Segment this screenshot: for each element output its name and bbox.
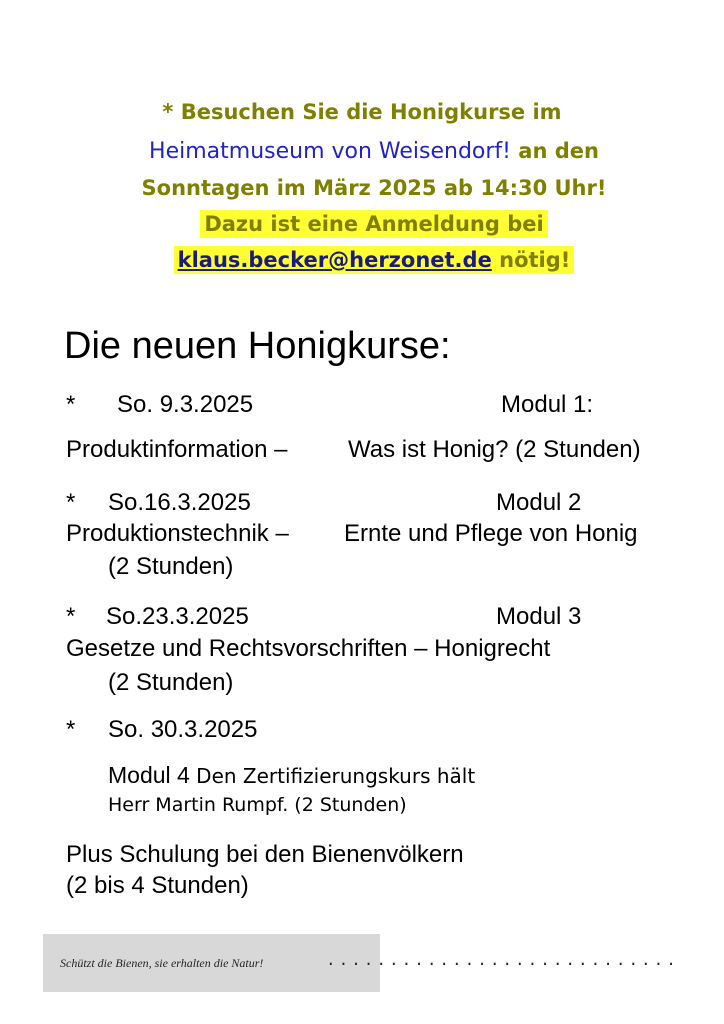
course-4-instructor: Herr Martin Rumpf. (2 Stunden) (108, 794, 407, 816)
registration-note: Dazu ist eine Anmeldung bei (200, 210, 547, 238)
course-4-module-prefix: Modul 4 (108, 762, 190, 788)
extra-training-line-2: (2 bis 4 Stunden) (66, 872, 249, 899)
course-2-topic-left: Produktionstechnik – (66, 520, 289, 547)
course-4-module (108, 762, 475, 789)
museum-name: Heimatmuseum von Weisendorf! (149, 139, 511, 164)
banner-line-3: Sonntagen im März 2025 ab 14:30 Uhr! (141, 176, 607, 200)
course-1-date: So. 9.3.2025 (117, 391, 254, 418)
course-3-topic: Gesetze und Rechtsvorschriften – Honigrecht (66, 635, 551, 662)
course-1-module: Modul 1: (501, 391, 594, 418)
banner-line-5-rest: nötig! (491, 248, 571, 272)
course-3-bullet: * (66, 603, 76, 630)
course-1-topic-left: Produktinformation – (66, 436, 288, 463)
course-2-date: So.16.3.2025 (108, 489, 251, 516)
extra-training-line-1: Plus Schulung bei den Bienenvölkern (66, 841, 464, 868)
banner-line-4 (0, 212, 724, 236)
course-3-module: Modul 3 (496, 603, 582, 630)
course-2-module: Modul 2 (496, 489, 582, 516)
course-2-duration: (2 Stunden) (108, 553, 234, 580)
course-1-bullet: * (66, 391, 76, 418)
banner-line-2-rest: an den (511, 139, 599, 163)
course-4-date: So. 30.3.2025 (108, 716, 258, 743)
course-4-bullet: * (66, 716, 76, 743)
course-2-topic-right: Ernte und Pflege von Honig (344, 520, 638, 547)
footer-dotted-line: ............................ (326, 952, 679, 970)
registration-email-line (174, 246, 575, 274)
course-2-bullet: * (66, 489, 76, 516)
course-4-module-text: Den Zertifizierungskurs hält (189, 764, 476, 788)
course-3-duration: (2 Stunden) (108, 669, 234, 696)
banner-line-1: * Besuchen Sie die Honigkurse im (162, 100, 562, 124)
course-1-topic-right: Was ist Honig? (2 Stunden) (348, 436, 641, 463)
email-link[interactable]: klaus.becker@herzonet.de (177, 248, 492, 272)
footer-slogan: Schützt die Bienen, sie erhalten die Natur! (60, 956, 264, 970)
banner-line-2 (0, 138, 724, 164)
page-title: Die neuen Honigkurse: (64, 325, 451, 367)
banner-line-5 (0, 248, 724, 272)
course-3-date: So.23.3.2025 (106, 603, 249, 630)
